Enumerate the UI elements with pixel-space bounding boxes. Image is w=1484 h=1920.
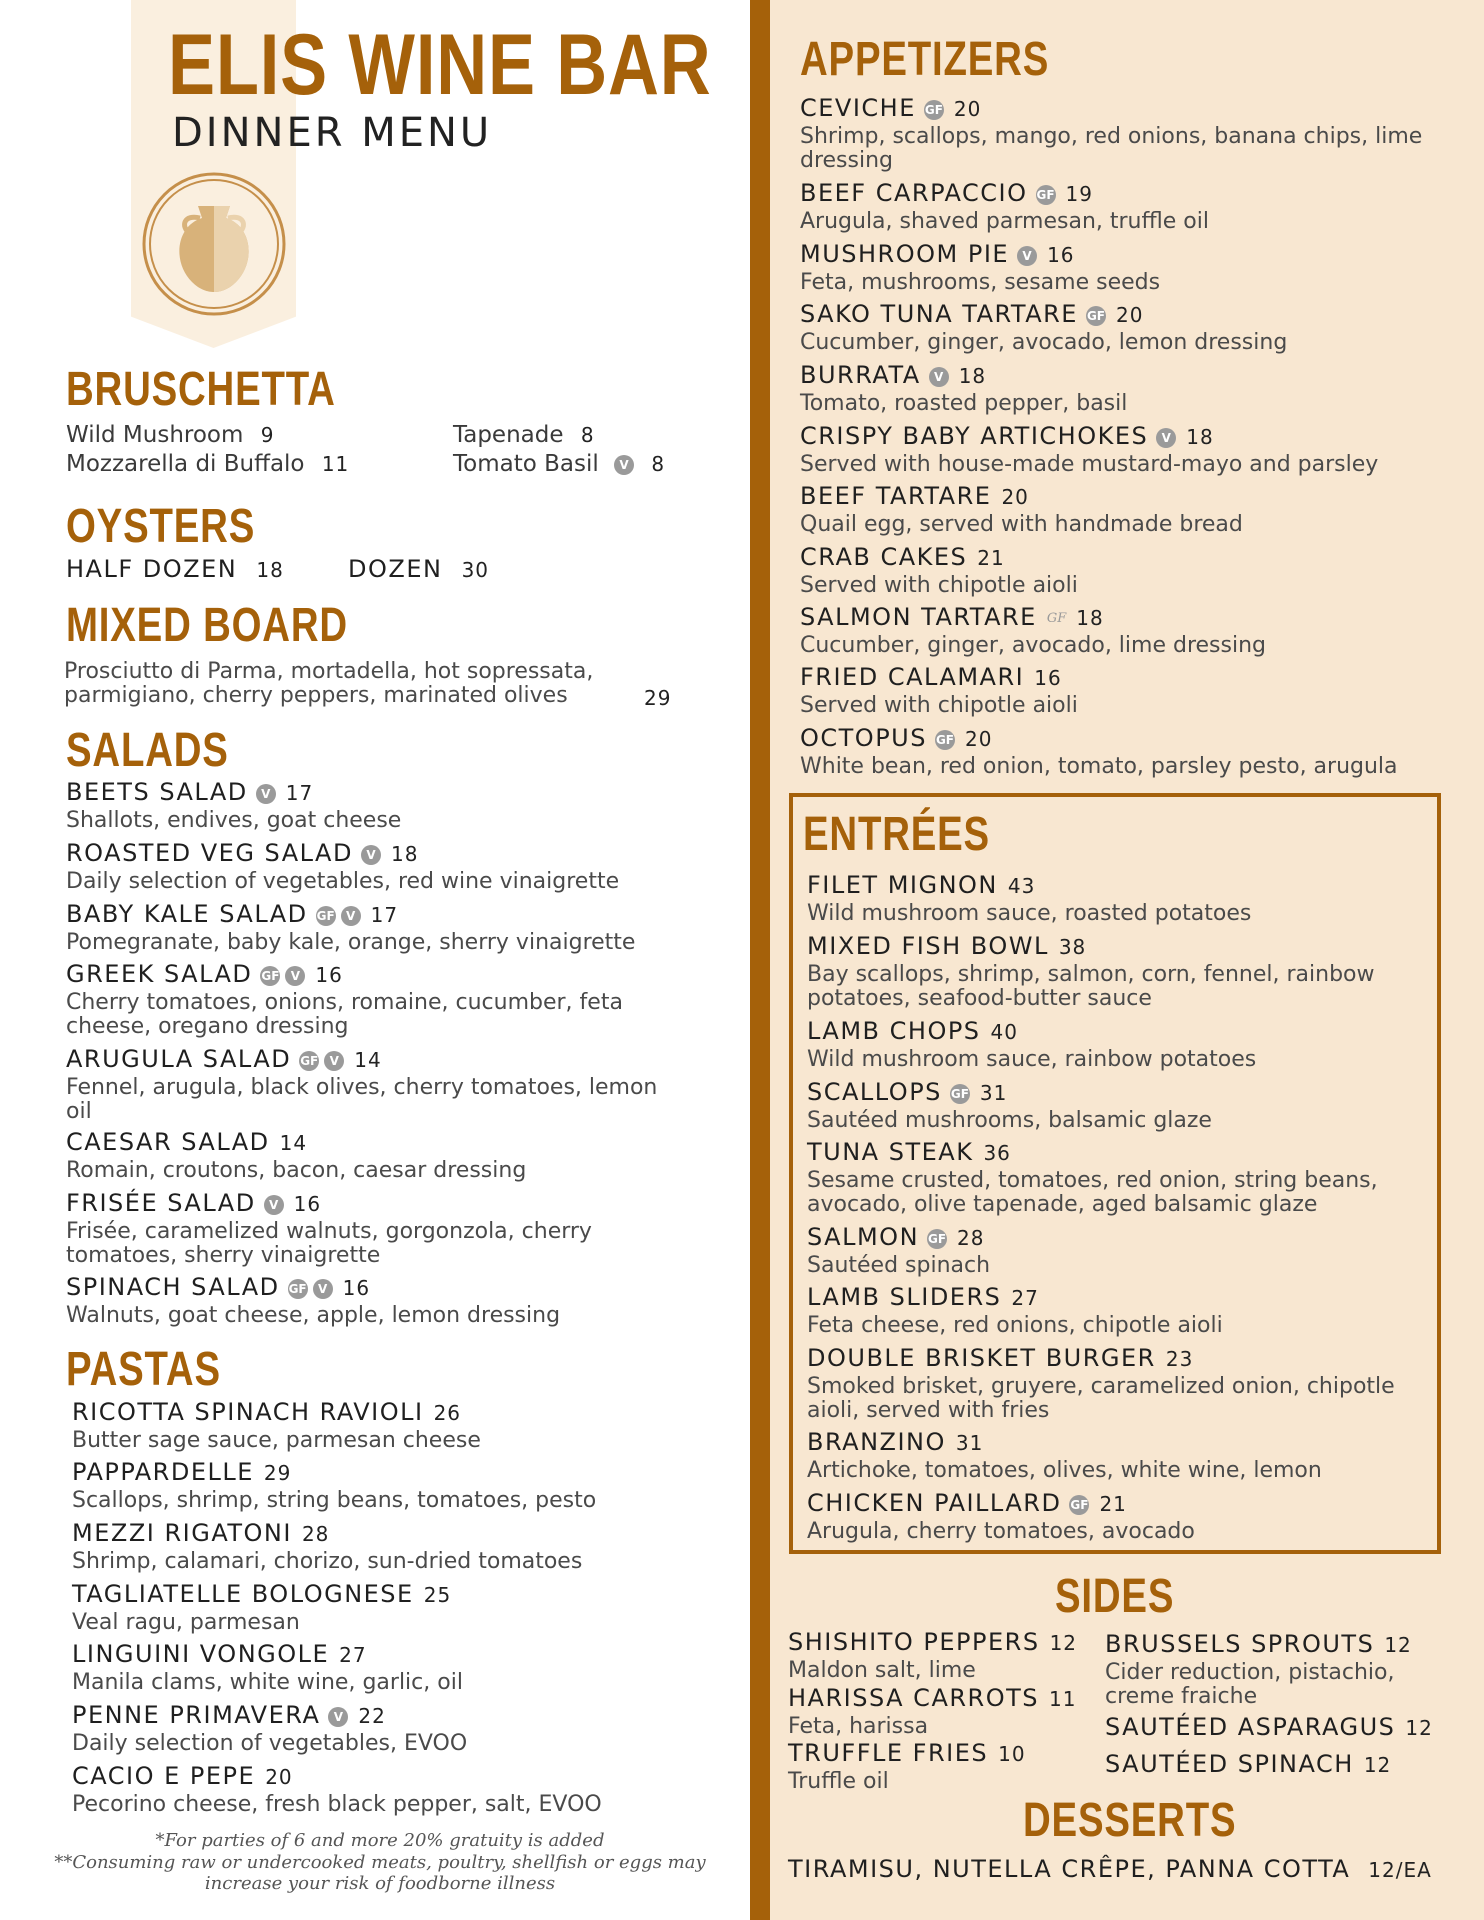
gf-badge-icon: GF <box>924 100 944 120</box>
menu-item-lamb-chops <box>807 1017 1256 1072</box>
oysters-item <box>348 555 489 583</box>
item-price: 21 <box>977 546 1005 570</box>
appetizers-heading: APPETIZERS <box>800 33 1050 86</box>
item-price: 16 <box>1034 666 1062 690</box>
item-name: DOZEN <box>348 555 443 583</box>
item-name: SALMON <box>807 1223 920 1251</box>
vegetarian-badge-icon: V <box>328 1707 348 1727</box>
menu-item-mixed-fish-bowl <box>807 932 1427 1011</box>
item-name: BURRATA <box>800 361 921 389</box>
menu-item-scallops <box>807 1078 1212 1133</box>
item-description: Frisée, caramelized walnuts, gorgonzola, cherry tomatoes, sherry vinaigrette <box>66 1219 592 1268</box>
desserts-heading: DESSERTS <box>1023 1794 1237 1847</box>
bruschetta-item <box>66 422 274 448</box>
item-name: SAKO TUNA TARTARE <box>800 300 1078 328</box>
vegetarian-badge-icon: V <box>341 906 361 926</box>
menu-item-double-brisket-burger <box>807 1344 1407 1423</box>
item-description: Served with house-made mustard-mayo and parsley <box>800 452 1379 477</box>
item-name: CHICKEN PAILLARD <box>807 1489 1062 1517</box>
menu-item-ricotta-spinach-ravioli <box>72 1398 481 1453</box>
vegetarian-badge-icon: V <box>256 784 276 804</box>
menu-item-cacio-e-pepe <box>72 1762 602 1817</box>
item-price: 20 <box>1115 303 1144 327</box>
item-description: Truffle oil <box>788 1769 889 1794</box>
menu-item-arugula-salad <box>66 1045 686 1124</box>
bruschetta-heading: BRUSCHETTA <box>66 363 336 416</box>
item-description: Cucumber, ginger, avocado, lime dressing <box>800 633 1266 658</box>
item-name: TUNA STEAK <box>807 1138 974 1166</box>
menu-item-penne-primavera <box>72 1701 467 1756</box>
item-price: 20 <box>953 97 982 121</box>
item-description: Feta cheese, red onions, chipotle aioli <box>807 1313 1223 1338</box>
menu-item-branzino <box>807 1428 1322 1483</box>
item-name: TIRAMISU, NUTELLA CRÊPE, PANNA COTTA <box>788 1855 1351 1883</box>
item-description: Romain, croutons, bacon, caesar dressing <box>66 1158 527 1183</box>
gf-badge-icon: GF <box>927 1229 947 1249</box>
item-name: SAUTÉED SPINACH <box>1105 1750 1354 1778</box>
item-price: 20 <box>1001 485 1029 509</box>
item-price: 17 <box>285 781 314 805</box>
menu-item-linguini-vongole <box>72 1640 463 1695</box>
menu-item-sauteed-asparagus <box>1105 1713 1433 1744</box>
menu-item-beets-salad <box>66 778 401 833</box>
item-name: MIXED FISH BOWL <box>807 932 1049 960</box>
item-price: 14 <box>354 1048 382 1072</box>
mixed-board-price: 29 <box>644 686 672 710</box>
item-price: 27 <box>339 1643 367 1667</box>
item-description: Scallops, shrimp, string beans, tomatoes, pesto <box>72 1488 597 1513</box>
divider-bar <box>750 0 770 1920</box>
item-name: CACIO E PEPE <box>72 1762 256 1790</box>
item-price: 31 <box>979 1081 1008 1105</box>
item-description: Feta, mushrooms, sesame seeds <box>800 270 1161 295</box>
item-name: TRUFFLE FRIES <box>788 1739 989 1767</box>
item-name: SCALLOPS <box>807 1078 942 1106</box>
gf-badge-icon: GF <box>1036 185 1056 205</box>
item-price: 12 <box>1049 1631 1078 1655</box>
item-description: Sesame crusted, tomatoes, red onion, string beans, avocado, olive tapenade, aged balsamic glaze <box>807 1168 1378 1217</box>
item-description: Smoked brisket, gruyere, caramelized onion, chipotle aioli, served with fries <box>807 1374 1395 1423</box>
item-description: Cherry tomatoes, onions, romaine, cucumber, feta cheese, oregano dressing <box>66 990 623 1039</box>
gf-badge-icon: GF <box>1086 306 1106 326</box>
item-price: 36 <box>983 1141 1011 1165</box>
bruschetta-item <box>453 422 595 448</box>
gf-badge-icon: GF <box>950 1084 970 1104</box>
item-price: 21 <box>1099 1492 1127 1516</box>
menu-item-greek-salad <box>66 960 706 1039</box>
item-price: 23 <box>1165 1347 1194 1371</box>
item-description: Shrimp, calamari, chorizo, sun-dried tomatoes <box>72 1549 583 1574</box>
item-name: BABY KALE SALAD <box>66 900 308 928</box>
entrees-heading: ENTRÉES <box>803 808 990 861</box>
amphora-emblem-icon <box>140 170 288 318</box>
item-name: Wild Mushroom <box>66 422 244 448</box>
vegetarian-badge-icon: V <box>285 966 305 986</box>
item-price: 9 <box>260 423 275 447</box>
menu-item-sako-tuna-tartare <box>800 300 1287 355</box>
menu-item-lamb-sliders <box>807 1283 1223 1338</box>
menu-item-salmon-tartare <box>800 603 1266 658</box>
item-description: Arugula, cherry tomatoes, avocado <box>807 1519 1195 1544</box>
menu-item-frisee-salad <box>66 1189 686 1268</box>
item-name: SALMON TARTARE <box>800 603 1037 631</box>
menu-item-baby-kale-salad <box>66 900 635 955</box>
item-name: FRISÉE SALAD <box>66 1189 256 1217</box>
oysters-item <box>66 555 284 583</box>
item-name: OCTOPUS <box>800 724 927 752</box>
menu-item-mezzi-rigatoni <box>72 1519 582 1574</box>
item-name: LINGUINI VONGOLE <box>72 1640 330 1668</box>
item-price: 28 <box>301 1522 330 1546</box>
item-name: PAPPARDELLE <box>72 1458 254 1486</box>
item-description: Veal ragu, parmesan <box>72 1610 300 1635</box>
menu-item-tagliatelle-bolognese <box>72 1580 451 1635</box>
menu-item-sauteed-spinach <box>1105 1750 1391 1781</box>
menu-item-desserts <box>788 1855 1432 1886</box>
vegetarian-badge-icon: V <box>361 845 381 865</box>
item-price: 11 <box>321 452 350 476</box>
menu-item-pappardelle <box>72 1458 596 1513</box>
gf-badge-icon: GF <box>260 966 280 986</box>
menu-item-chicken-paillard <box>807 1489 1195 1544</box>
menu-item-shishito-peppers <box>788 1628 1077 1683</box>
item-price: 12 <box>1384 1633 1412 1657</box>
item-name: SAUTÉED ASPARAGUS <box>1105 1713 1396 1741</box>
item-description: Fennel, arugula, black olives, cherry tomatoes, lemon oil <box>66 1075 658 1124</box>
item-price: 10 <box>998 1742 1026 1766</box>
bruschetta-item <box>66 451 349 477</box>
menu-item-brussels-sprouts <box>1105 1630 1445 1709</box>
mixed-board-heading: MIXED BOARD <box>66 599 348 652</box>
item-description: Shrimp, scallops, mango, red onions, banana chips, lime dressing <box>800 124 1423 173</box>
item-price: 8 <box>580 423 595 447</box>
bruschetta-item <box>453 451 665 477</box>
menu-item-tuna-steak <box>807 1138 1427 1217</box>
item-price: 18 <box>1076 606 1104 630</box>
item-name: BEEF TARTARE <box>800 482 992 510</box>
item-name: SHISHITO PEPPERS <box>788 1628 1040 1656</box>
item-price: 19 <box>1065 182 1093 206</box>
item-description: Wild mushroom sauce, rainbow potatoes <box>807 1047 1257 1072</box>
item-price: 18 <box>1186 425 1214 449</box>
item-price: 28 <box>957 1226 985 1250</box>
menu-item-truffle-fries <box>788 1739 1026 1794</box>
menu-item-filet-mignon <box>807 871 1251 926</box>
item-price: 20 <box>265 1765 293 1789</box>
item-name: BRUSSELS SPROUTS <box>1105 1630 1375 1658</box>
item-price: 16 <box>315 963 343 987</box>
item-name: CRISPY BABY ARTICHOKES <box>800 422 1149 450</box>
item-description: Pecorino cheese, fresh black pepper, salt, EVOO <box>72 1792 602 1817</box>
item-name: FRIED CALAMARI <box>800 663 1025 691</box>
item-price: 17 <box>370 903 399 927</box>
item-name: RICOTTA SPINACH RAVIOLI <box>72 1398 424 1426</box>
menu-item-mushroom-pie <box>800 240 1160 295</box>
item-name: CEVICHE <box>800 94 916 122</box>
item-description: Sautéed spinach <box>807 1253 991 1278</box>
item-description: Daily selection of vegetables, red wine vinaigrette <box>66 869 620 894</box>
menu-item-spinach-salad <box>66 1273 560 1328</box>
item-name: BRANZINO <box>807 1428 946 1456</box>
item-name: HALF DOZEN <box>66 555 238 583</box>
menu-subtitle: DINNER MENU <box>172 110 493 156</box>
item-description: Manila clams, white wine, garlic, oil <box>72 1670 463 1695</box>
item-name: DOUBLE BRISKET BURGER <box>807 1344 1156 1372</box>
item-price: 38 <box>1058 935 1087 959</box>
item-name: GREEK SALAD <box>66 960 253 988</box>
item-description: Maldon salt, lime <box>788 1658 976 1683</box>
item-price: 27 <box>1011 1286 1039 1310</box>
item-price: 16 <box>342 1276 371 1300</box>
item-name: LAMB CHOPS <box>807 1017 981 1045</box>
item-price: 12 <box>1405 1716 1433 1740</box>
item-price: 11 <box>1049 1687 1077 1711</box>
vegetarian-badge-icon: V <box>313 1279 333 1299</box>
item-description: Shallots, endives, goat cheese <box>66 808 402 833</box>
mixed-board-description: Prosciutto di Parma, mortadella, hot sopressata, parmigiano, cherry peppers, marinated olives <box>64 659 594 708</box>
item-name: BEEF CARPACCIO <box>800 179 1028 207</box>
item-price: 20 <box>964 727 993 751</box>
foodborne-warning: **Consuming raw or undercooked meats, poultry, shellfish or eggs may <box>54 1852 706 1873</box>
item-price: 14 <box>279 1131 308 1155</box>
item-price: 25 <box>423 1583 452 1607</box>
item-name: PENNE PRIMAVERA <box>72 1701 321 1729</box>
menu-item-caesar-salad <box>66 1128 526 1183</box>
item-price: 26 <box>433 1401 462 1425</box>
item-price: 40 <box>990 1020 1018 1044</box>
gf-badge-icon: GF <box>299 1051 319 1071</box>
item-name: CRAB CAKES <box>800 543 968 571</box>
item-name: LAMB SLIDERS <box>807 1283 1002 1311</box>
oysters-heading: OYSTERS <box>66 500 256 553</box>
item-name: ARUGULA SALAD <box>66 1045 292 1073</box>
menu-item-crispy-baby-artichokes <box>800 422 1378 477</box>
pastas-heading: PASTAS <box>66 1343 221 1396</box>
item-description: Wild mushroom sauce, roasted potatoes <box>807 901 1252 926</box>
item-price: 16 <box>293 1192 322 1216</box>
item-description: Cucumber, ginger, avocado, lemon dressing <box>800 330 1288 355</box>
item-description: Served with chipotle aioli <box>800 693 1078 718</box>
menu-item-roasted-veg-salad <box>66 839 619 894</box>
item-description: Quail egg, served with handmade bread <box>800 512 1243 537</box>
item-name: MEZZI RIGATONI <box>72 1519 292 1547</box>
gf-badge-icon: GF <box>935 730 955 750</box>
item-description: Tomato, roasted pepper, basil <box>800 391 1128 416</box>
vegetarian-badge-icon: V <box>1156 428 1176 448</box>
item-name: Tomato Basil <box>453 451 599 477</box>
menu-item-crab-cakes <box>800 543 1078 598</box>
item-price: 31 <box>955 1431 984 1455</box>
menu-item-fried-calamari <box>800 663 1078 718</box>
item-price: 43 <box>1007 874 1036 898</box>
item-price: 12/EA <box>1368 1858 1432 1882</box>
gf-badge-icon: GF <box>1069 1495 1089 1515</box>
item-description: Bay scallops, shrimp, salmon, corn, fennel, rainbow potatoes, seafood-butter sauce <box>807 962 1375 1011</box>
vegetarian-badge-icon: V <box>324 1051 344 1071</box>
gf-badge-icon: GF <box>288 1279 308 1299</box>
menu-item-beef-carpaccio <box>800 179 1209 234</box>
item-name: CAESAR SALAD <box>66 1128 270 1156</box>
item-price: 18 <box>958 364 987 388</box>
item-name: FILET MIGNON <box>807 871 998 899</box>
item-description: Artichoke, tomatoes, olives, white wine, lemon <box>807 1458 1322 1483</box>
item-description: Sautéed mushrooms, balsamic glaze <box>807 1108 1212 1133</box>
vegetarian-badge-icon: V <box>929 367 949 387</box>
item-description: Daily selection of vegetables, EVOO <box>72 1731 468 1756</box>
vegetarian-badge-icon: V <box>1017 246 1037 266</box>
item-name: TAGLIATELLE BOLOGNESE <box>72 1580 414 1608</box>
item-price: 30 <box>461 558 490 582</box>
item-name: SPINACH SALAD <box>66 1273 280 1301</box>
item-description: White bean, red onion, tomato, parsley pesto, arugula <box>800 754 1398 779</box>
item-price: 29 <box>263 1461 292 1485</box>
item-price: 18 <box>256 558 284 582</box>
item-description: Served with chipotle aioli <box>800 573 1078 598</box>
sides-heading: SIDES <box>1055 1570 1175 1623</box>
item-price: 12 <box>1363 1753 1392 1777</box>
foodborne-warning-cont: increase your risk of foodborne illness <box>204 1873 556 1894</box>
item-description: Feta, harissa <box>788 1714 929 1739</box>
gratuity-note: *For parties of 6 and more 20% gratuity is added <box>155 1830 605 1851</box>
item-name: ROASTED VEG SALAD <box>66 839 353 867</box>
menu-item-octopus <box>800 724 1398 779</box>
vegetarian-badge-icon: V <box>614 455 634 475</box>
menu-item-burrata <box>800 361 1127 416</box>
item-name: BEETS SALAD <box>66 778 248 806</box>
menu-item-ceviche <box>800 94 1440 173</box>
item-description: Arugula, shaved parmesan, truffle oil <box>800 209 1209 234</box>
vegetarian-badge-icon: V <box>264 1195 284 1215</box>
salads-heading: SALADS <box>66 724 229 777</box>
item-price: 18 <box>390 842 419 866</box>
item-name: Mozzarella di Buffalo <box>66 451 305 477</box>
item-price: 8 <box>651 452 666 476</box>
item-price: 16 <box>1047 243 1075 267</box>
item-description: Walnuts, goat cheese, apple, lemon dressing <box>66 1303 561 1328</box>
item-description: Cider reduction, pistachio, creme fraiche <box>1105 1660 1395 1709</box>
item-price: 22 <box>358 1704 386 1728</box>
gf-badge-icon: GF <box>1046 611 1067 626</box>
item-name: Tapenade <box>453 422 564 448</box>
item-name: HARISSA CARROTS <box>788 1684 1039 1712</box>
gf-badge-icon: GF <box>316 906 336 926</box>
item-description: Pomegranate, baby kale, orange, sherry vinaigrette <box>66 930 636 955</box>
menu-item-salmon <box>807 1223 990 1278</box>
item-name: MUSHROOM PIE <box>800 240 1010 268</box>
menu-item-harissa-carrots <box>788 1684 1076 1739</box>
menu-item-beef-tartare <box>800 482 1243 537</box>
item-description: Butter sage sauce, parmesan cheese <box>72 1428 481 1453</box>
restaurant-title: ELIS WINE BAR <box>168 17 712 113</box>
